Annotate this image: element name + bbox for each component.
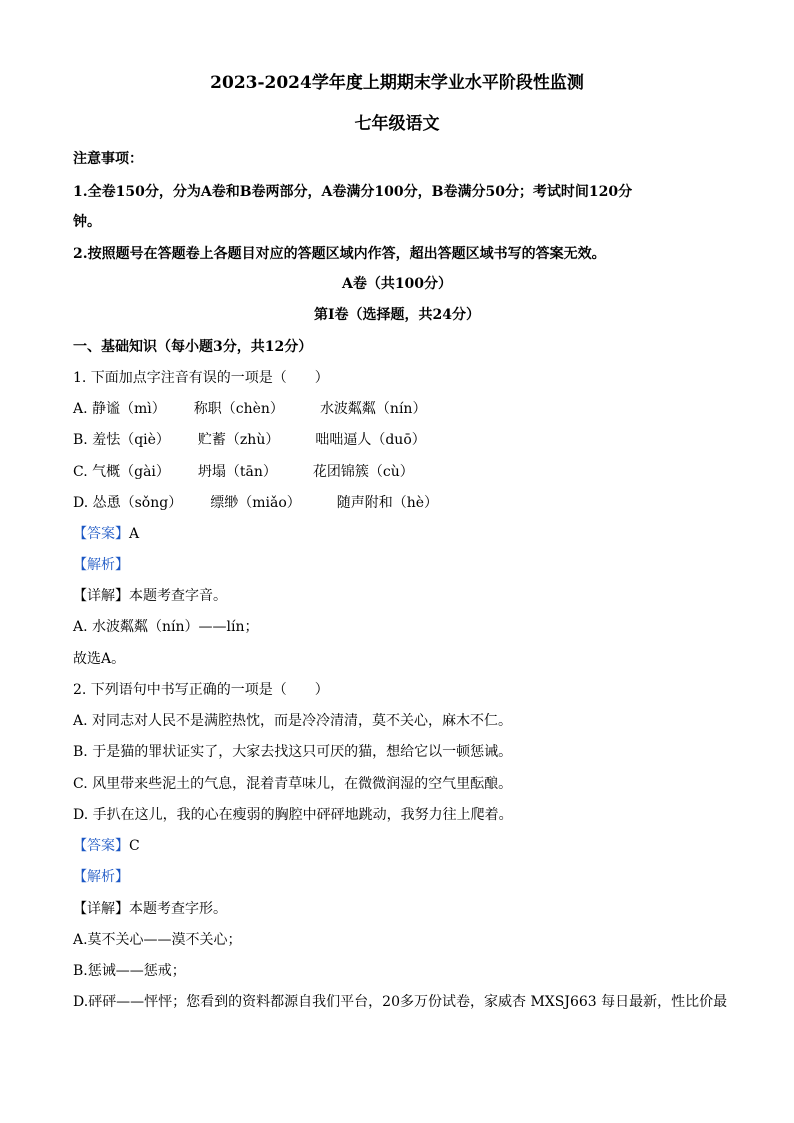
- section-1-heading: 一、基础知识（每小题3分，共12分）: [73, 339, 313, 355]
- answer-tag: 【答案】: [73, 526, 129, 542]
- q1-option-b-3: 咄咄逼人（duō）: [315, 432, 426, 448]
- part-1-heading: 第Ⅰ卷（选择题，共24分）: [313, 307, 481, 323]
- q1-answer: [73, 525, 139, 543]
- q1-conclusion: 故选A。: [73, 651, 126, 667]
- q2-option-c: C. 风里带来些泥土的气息，混着青草味儿，在微微润湿的空气里酝酿。: [73, 776, 513, 792]
- q1-option-b-1: B. 羞怯（qiè）: [73, 432, 170, 448]
- analysis-tag: 【解析】: [73, 557, 129, 573]
- q2-explanation-b: B.惩诫——惩戒；: [73, 963, 186, 979]
- q1-option-d: [73, 494, 438, 512]
- q2-explanation-d: D.砰砰——怦怦；您看到的资料都源自我们平台，20多万份试卷，家威杏 MXSJ663 每日最新，性比价最: [73, 994, 728, 1010]
- page-title: 2023-2024学年度上期期末学业水平阶段性监测: [210, 73, 584, 93]
- q1-option-d-2: 缥缈（miǎo）: [210, 495, 301, 511]
- notice-item-1: 1.全卷150分，分为A卷和B卷两部分，A卷满分100分，B卷满分50分；考试时间120分: [73, 184, 633, 200]
- detail-tag: 【详解】: [73, 901, 129, 917]
- q2-stem: 2. 下列语句中书写正确的一项是（ ）: [73, 682, 329, 698]
- notice-item-1-cont: 钟。: [73, 214, 101, 230]
- q1-option-a: [73, 400, 426, 418]
- q1-option-c-2: 坍塌（tān）: [197, 464, 277, 480]
- q1-option-d-3: 随声附和（hè）: [336, 495, 439, 511]
- answer-tag: 【答案】: [73, 838, 129, 854]
- q1-option-a-1: A. 静谧（mì）: [73, 401, 166, 417]
- page-subtitle: 七年级语文: [354, 114, 440, 134]
- q1-option-c-1: C. 气概（gài）: [73, 464, 170, 480]
- q1-option-d-1: D. 怂恿（sǒng）: [73, 495, 183, 511]
- q2-detail: [73, 900, 227, 918]
- q2-explanation-a: A.莫不关心——漠不关心；: [73, 932, 242, 948]
- q1-option-a-2: 称职（chèn）: [193, 401, 284, 417]
- q1-option-b: [73, 431, 426, 449]
- answer-value: A: [129, 526, 140, 542]
- q1-detail: [73, 587, 227, 605]
- detail-text: 本题考查字形。: [129, 901, 227, 917]
- q2-option-a: A. 对同志对人民不是满腔热忱，而是冷冷清清，莫不关心，麻木不仁。: [73, 713, 513, 729]
- q2-answer: [73, 837, 140, 855]
- q2-option-b: B. 于是猫的罪状证实了，大家去找这只可厌的猫，想给它以一顿惩诫。: [73, 744, 513, 760]
- analysis-tag: 【解析】: [73, 869, 129, 885]
- q1-option-c-3: 花团锦簇（cù）: [312, 464, 414, 480]
- notice-item-2: 2.按照题号在答题卷上各题目对应的答题区域内作答，超出答题区域书写的答案无效。: [73, 246, 606, 262]
- q1-option-b-2: 贮蓄（zhù）: [197, 432, 280, 448]
- q1-analysis: [73, 556, 129, 574]
- notice-label: 注意事项：: [73, 151, 143, 167]
- q1-option-c: [73, 463, 414, 481]
- q1-option-a-3: 水波粼粼（nín）: [319, 401, 427, 417]
- answer-value: C: [129, 838, 140, 854]
- q2-analysis: [73, 868, 129, 886]
- q1-explanation: A. 水波粼粼（nín）——lín；: [73, 619, 259, 635]
- detail-text: 本题考查字音。: [129, 588, 227, 604]
- detail-tag: 【详解】: [73, 588, 129, 604]
- volume-a-heading: A卷（共100分）: [341, 276, 453, 292]
- q1-stem: 1. 下面加点字注音有误的一项是（ ）: [73, 370, 329, 386]
- q2-option-d: D. 手扒在这儿，我的心在瘦弱的胸腔中砰砰地跳动，我努力往上爬着。: [73, 807, 513, 823]
